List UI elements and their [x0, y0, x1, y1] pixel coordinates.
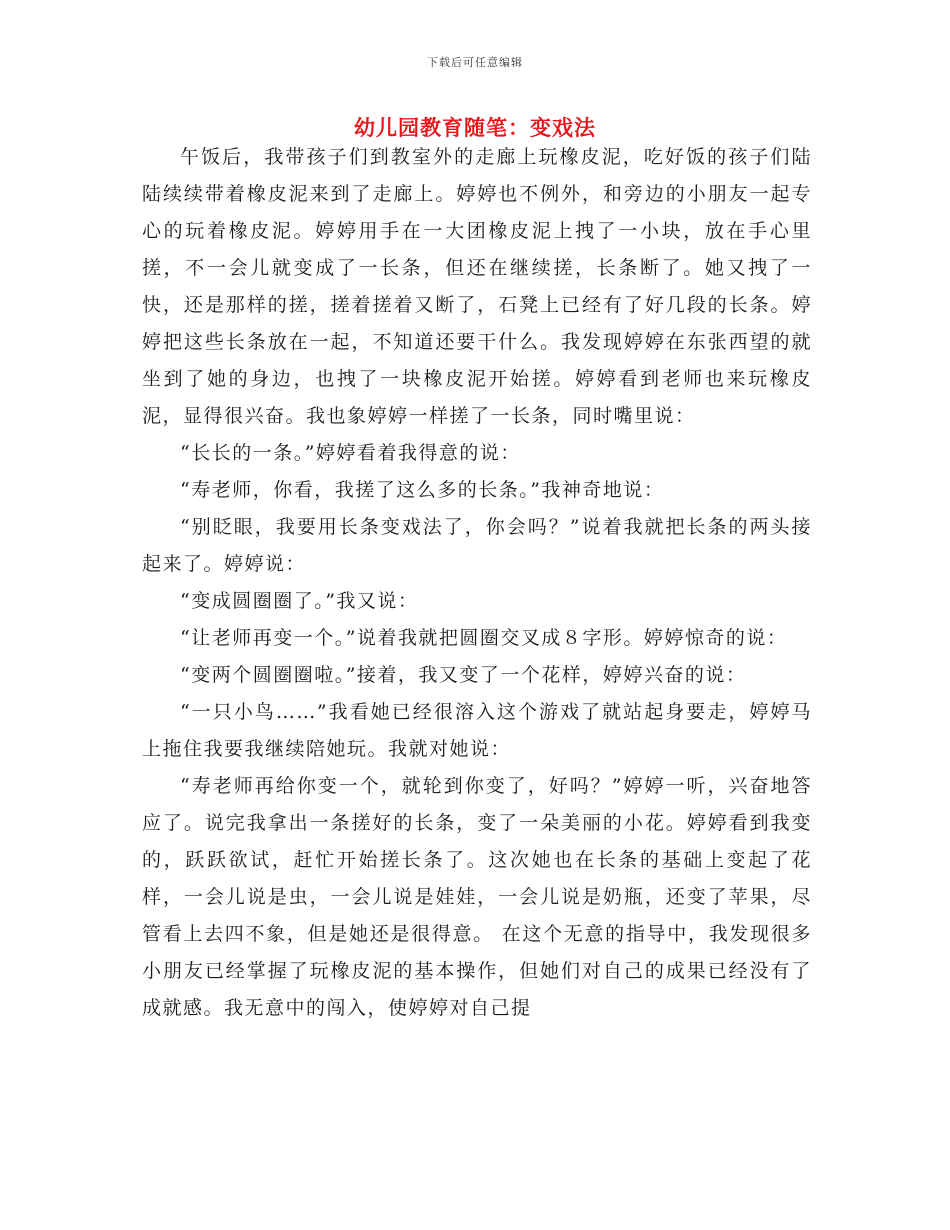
- paragraph-3: “寿老师，你看，我搓了这么多的长条。”我神奇地说：: [180, 479, 665, 501]
- paragraph-9: “寿老师再给你变一个，就轮到你变了，好吗？”婷婷一听，兴奋地答应了。说完我拿出一条搓好的长条，变了一朵美丽的小花。婷婷看到我变的，跃跃欲试，赶忙开始搓长条了。这次她也在长条的基础上变起了花样，一会儿说是虫，一会儿说是娃娃，一会儿说是奶瓶，还变了苹果，尽管看上去四不象，但是她还是很得意。 在这个无意的指导中，我发现很多小朋友已经掌握了玩橡皮泥的基本操作，但她们对自己的成果已经没有了成就感。我无意中的闯入，使婷婷对自己提: [142, 775, 812, 1019]
- paragraph-2: “长长的一条。”婷婷看着我得意的说：: [180, 442, 521, 464]
- paragraph-4: “别眨眼，我要用长条变戏法了，你会吗？”说着我就把长条的两头接起来了。婷婷说：: [142, 516, 812, 575]
- paragraph-7: “变两个圆圈圈啦。”接着，我又变了一个花样，婷婷兴奋的说：: [180, 664, 747, 686]
- paragraph-5: “变成圆圈圈了。”我又说：: [180, 590, 419, 612]
- paragraph-6: “让老师再变一个。”说着我就把圆圈交叉成８字形。婷婷惊奇的说：: [180, 627, 788, 649]
- paragraph-1: 午饭后，我带孩子们到教室外的走廊上玩橡皮泥，吃好饭的孩子们陆陆续续带着橡皮泥来到了走廊上。婷婷也不例外，和旁边的小朋友一起专心的玩着橡皮泥。婷婷用手在一大团橡皮泥上拽了一小块，放在手心里搓，不一会儿就变成了一长条，但还在继续搓，长条断了。她又拽了一快，还是那样的搓，搓着搓着又断了，石凳上已经有了好几段的长条。婷婷把这些长条放在一起，不知道还要干什么。我发现婷婷在东张西望的就坐到了她的身边，也拽了一块橡皮泥开始搓。婷婷看到老师也来玩橡皮泥，显得很兴奋。我也象婷婷一样搓了一长条，同时嘴里说：: [142, 146, 812, 427]
- document-title: 幼儿园教育随笔：变戏法: [354, 116, 596, 140]
- document-body: [142, 139, 812, 1027]
- paragraph-8: “一只小鸟……”我看她已经很溶入这个游戏了就站起身要走，婷婷马上拖住我要我继续陪她玩。我就对她说：: [142, 701, 812, 760]
- header-note: 下载后可任意编辑: [427, 56, 523, 69]
